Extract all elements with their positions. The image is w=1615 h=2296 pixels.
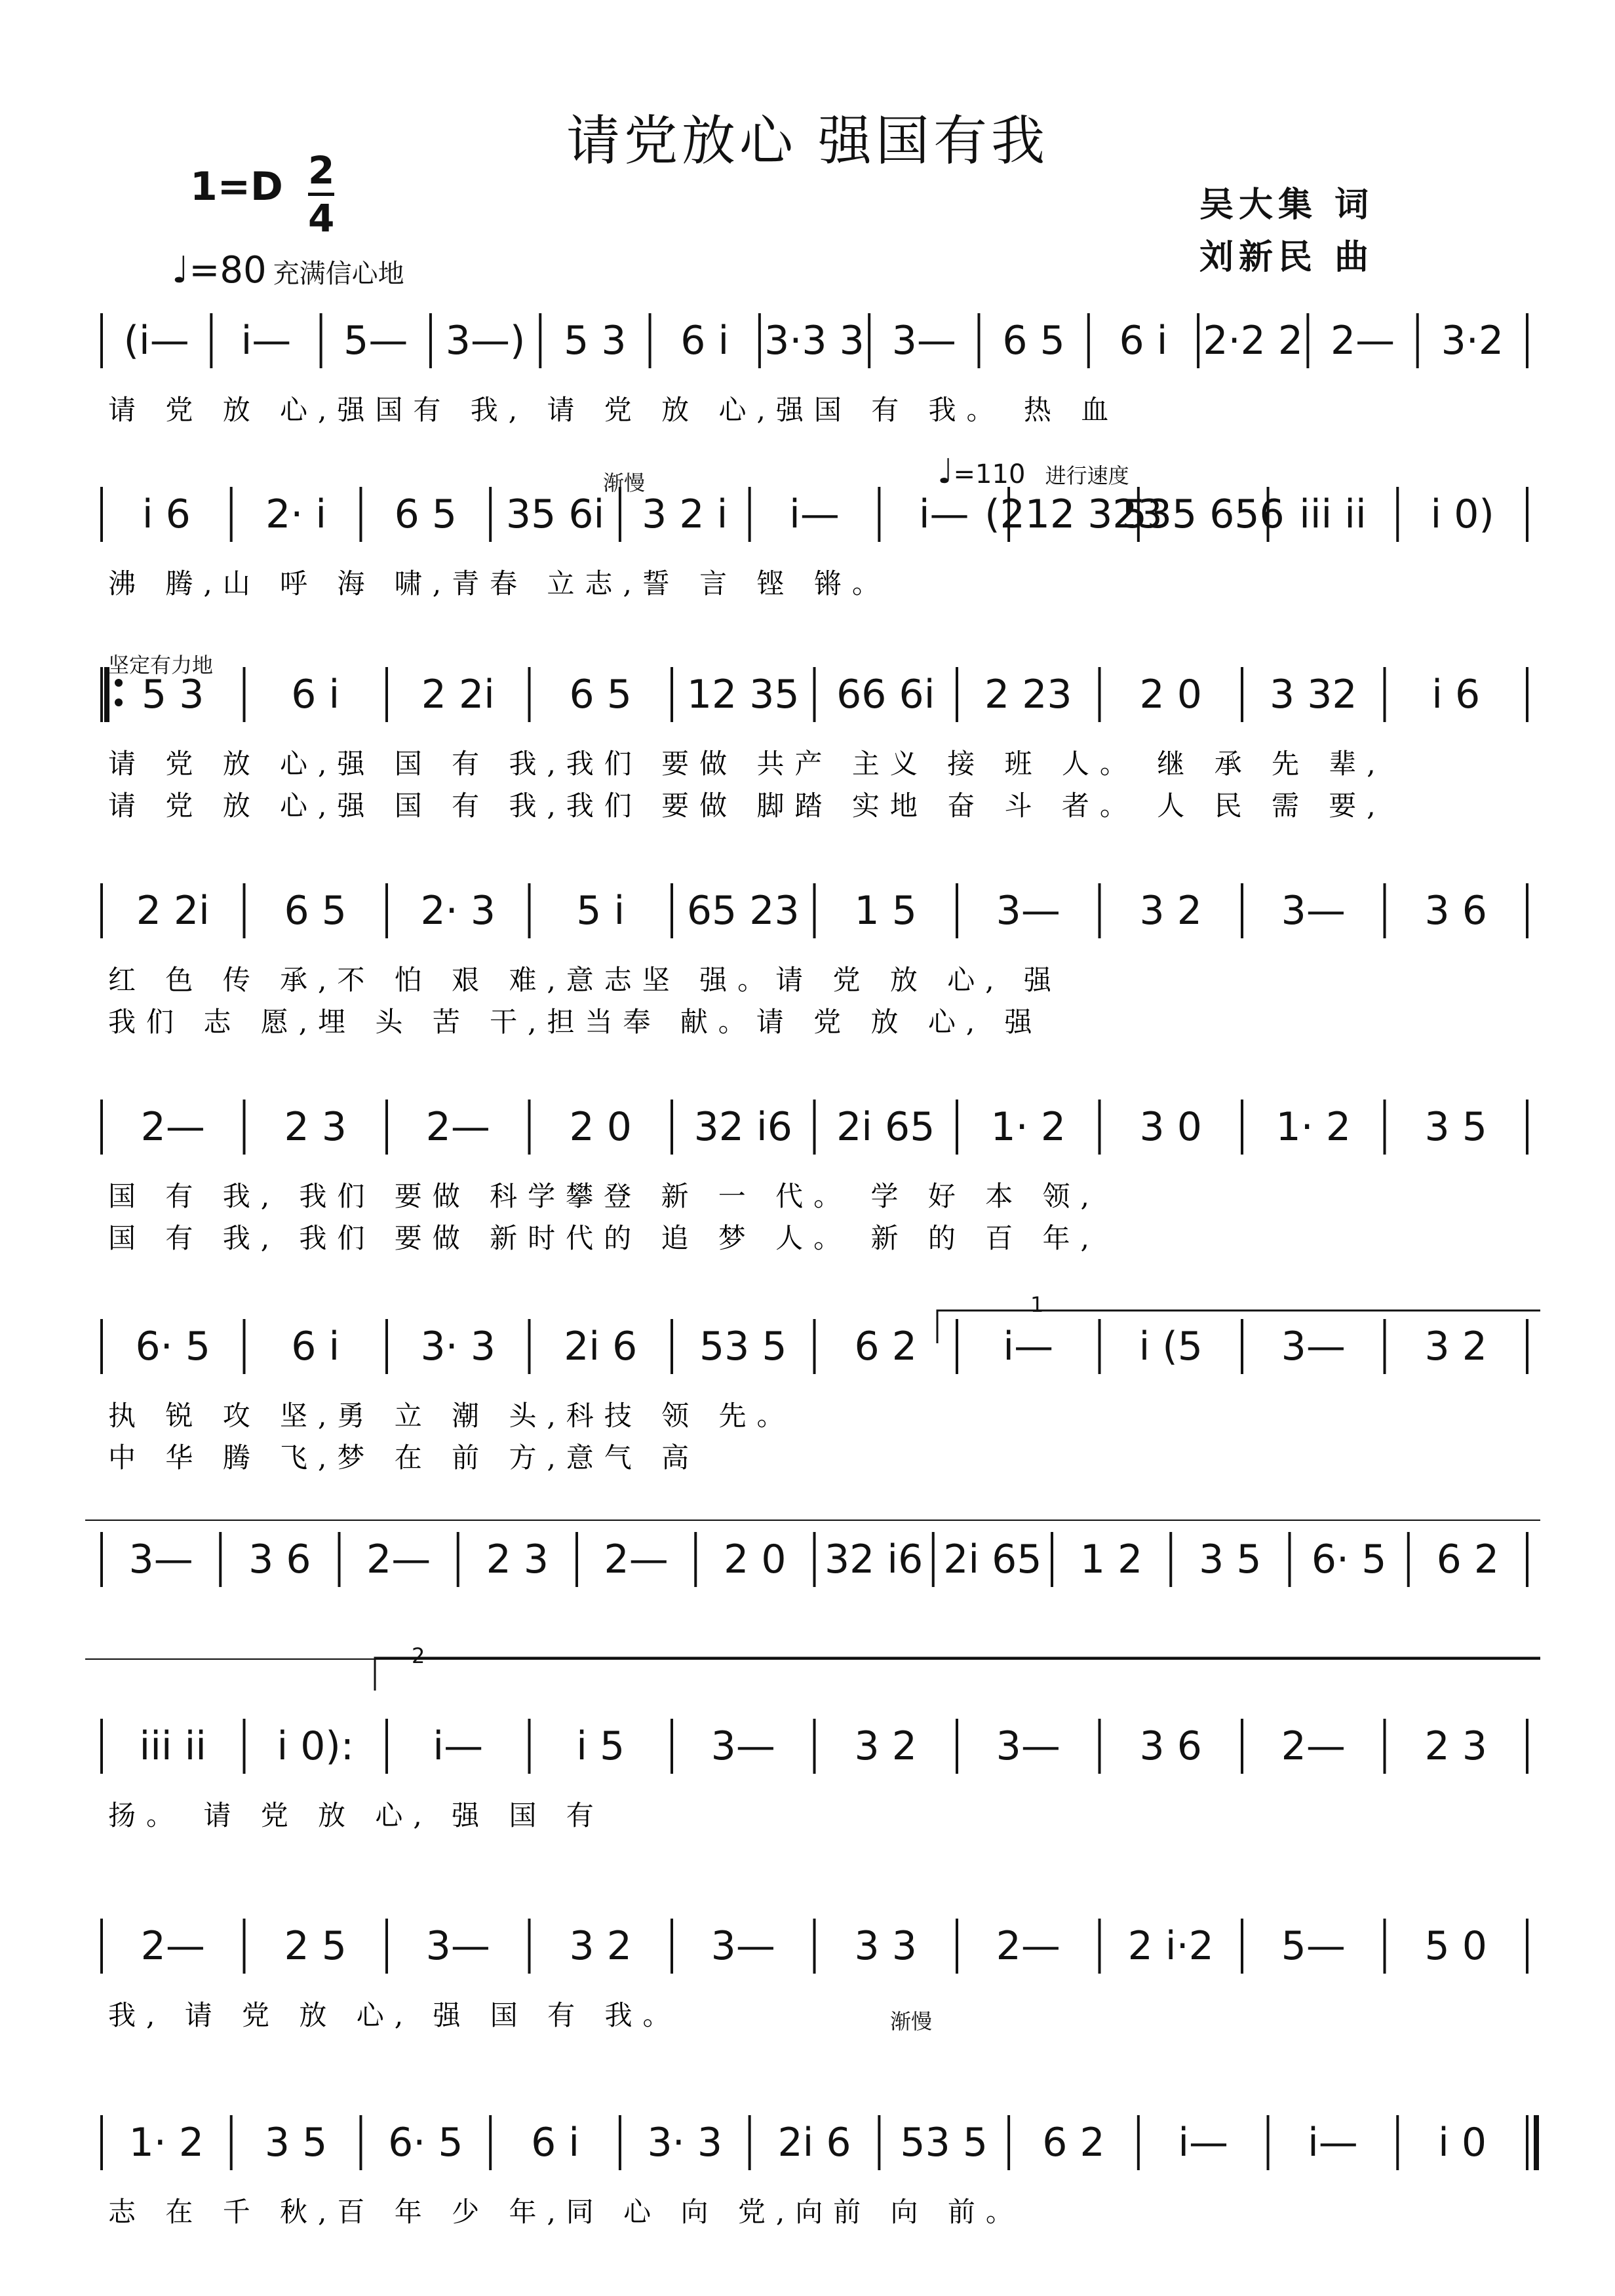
measure-notes: 3 0 (1139, 1104, 1202, 1150)
measure-notes: i— (241, 318, 292, 364)
time-signature-bottom: 4 (308, 196, 335, 240)
measure-notes: 3— (1281, 888, 1346, 934)
measure-notes: i 0): (277, 1723, 355, 1769)
measure-notes: i— (1308, 2120, 1358, 2166)
tempo-expression: 充满信心地 (273, 259, 404, 289)
measure-notes: 6· 5 (1311, 1537, 1387, 1582)
lyrics-line: 中 华 腾 飞,梦 在 前 方,意气 高 (108, 1442, 700, 1474)
measure-notes: 65 23 (686, 888, 800, 934)
slower-annotation-1: 渐慢 (603, 470, 646, 495)
measure-notes: 53 5 (900, 2120, 988, 2166)
measure-notes: 53 5 (699, 1324, 787, 1369)
key-signature: 1=D (190, 164, 283, 210)
measure-notes: 3 5 (264, 2120, 328, 2166)
measure-notes: 5 0 (1424, 1923, 1487, 1969)
measure-notes: 2 2i (136, 888, 210, 934)
measure-notes: 2— (996, 1923, 1060, 1969)
measure-notes: 1· 2 (128, 2120, 204, 2166)
measure-notes: 2 3 (486, 1537, 549, 1582)
measure-notes: 3 2 (1424, 1324, 1487, 1369)
composer-credit: 刘新民 曲 (1199, 238, 1374, 277)
time-signature-top: 2 (308, 148, 335, 193)
measure-notes: 5— (343, 318, 408, 364)
measure-notes: 35 6i (505, 491, 605, 537)
measure-notes: 3· 3 (420, 1324, 496, 1369)
measure-notes: 2 3 (1424, 1723, 1487, 1769)
tempo-value: =80 (189, 249, 267, 292)
quarter-note-icon: ♩ (172, 249, 189, 292)
measure-notes: 3 3 (854, 1923, 917, 1969)
measure-notes: 2i 6 (777, 2120, 851, 2166)
firm-annotation: 坚定有力地 (108, 653, 214, 678)
measure-notes: 1 2 (1080, 1537, 1143, 1582)
measure-notes: iii ii (139, 1723, 206, 1769)
measure-notes: 2i 6 (564, 1324, 638, 1369)
measure-notes: 5 i (576, 888, 625, 934)
measure-notes: 32 i6 (824, 1537, 924, 1582)
measure-notes: 5— (1281, 1923, 1346, 1969)
measure-notes: i 6 (142, 491, 191, 537)
lyrics-line: 沸 腾,山 呼 海 啸,青春 立志,誓 言 铿 锵。 (108, 567, 890, 600)
measure-notes: 66 6i (836, 672, 935, 718)
measure-notes: 2i 65 (943, 1537, 1042, 1582)
measure-notes: i— (433, 1723, 484, 1769)
measure-notes: 6· 5 (388, 2120, 463, 2166)
measure-notes: 2— (425, 1104, 490, 1150)
measure-notes: 3— (1281, 1324, 1346, 1369)
measure-notes: 3 2 i (642, 491, 728, 537)
measure-notes: 3— (128, 1537, 193, 1582)
measure-notes: 2 0 (569, 1104, 632, 1150)
measure-notes: 6 2 (1042, 2120, 1105, 2166)
measure-notes: 6 5 (284, 888, 347, 934)
measure-notes: 6 5 (569, 672, 632, 718)
measure-notes: 2 0 (724, 1537, 787, 1582)
lyrics-line: 扬。 请 党 放 心, 强 国 有 (108, 1799, 604, 1831)
measure-notes: 2— (604, 1537, 669, 1582)
measure-notes: 3· 3 (647, 2120, 723, 2166)
quarter-note-icon: ♩ (937, 452, 954, 491)
tempo-change-expression: 进行速度 (1045, 463, 1129, 488)
lyricist-credit: 吴大集 词 (1199, 185, 1374, 225)
measure-notes: 1· 2 (1275, 1104, 1351, 1150)
measure-notes: 6 2 (1436, 1537, 1500, 1582)
measure-notes: 2— (140, 1104, 205, 1150)
measure-notes: 3— (996, 1723, 1060, 1769)
lyrics-line: 请 党 放 心,强国有 我, 请 党 放 心,强国 有 我。 热 血 (108, 394, 1119, 426)
measure-notes: i 6 (1431, 672, 1481, 718)
measure-notes: 2 2i (421, 672, 495, 718)
measure-notes: (212 323 (984, 491, 1163, 537)
measure-notes: 5 3 (142, 672, 204, 718)
measure-notes: i— (918, 491, 969, 537)
lyrics-line: 红 色 传 承,不 怕 艰 难,意志坚 强。请 党 放 心, 强 (108, 964, 1062, 996)
lyrics-line: 请 党 放 心,强 国 有 我,我们 要做 脚踏 实地 奋 斗 者。 人 民 需 要, (108, 790, 1386, 822)
slower-annotation-2: 渐慢 (890, 2009, 933, 2034)
lyrics-line: 执 锐 攻 坚,勇 立 潮 头,科技 领 先。 (108, 1400, 795, 1432)
measure-notes: 3— (891, 318, 956, 364)
repeat-dot (115, 679, 123, 687)
measure-notes: 6 i (291, 1324, 340, 1369)
measure-notes: i (5 (1138, 1324, 1203, 1369)
tempo-change-value: =110 (953, 459, 1026, 489)
lyrics-line: 志 在 千 秋,百 年 少 年,同 心 向 党,向前 向 前。 (108, 2196, 1024, 2228)
measure-notes: 6 i (531, 2120, 580, 2166)
measure-notes: 3—) (445, 318, 526, 364)
measure-notes: 3— (710, 1923, 775, 1969)
measure-notes: 2i 65 (836, 1104, 935, 1150)
measure-notes: 6 i (680, 318, 730, 364)
measure-notes: 3 2 (1139, 888, 1202, 934)
measure-notes: 6 2 (854, 1324, 917, 1369)
measure-notes: 3— (710, 1723, 775, 1769)
measure-notes: i 0) (1430, 491, 1494, 537)
measure-notes: 535 656 (1121, 491, 1285, 537)
lyrics-line: 我, 请 党 放 心, 强 国 有 我。 (108, 1999, 681, 2031)
measure-notes: 3— (996, 888, 1060, 934)
measure-notes: 3 32 (1269, 672, 1357, 718)
measure-notes: i 5 (576, 1723, 625, 1769)
measure-notes: 2·2 2 (1203, 318, 1304, 364)
measure-notes: 2 0 (1139, 672, 1202, 718)
measure-notes: 6· 5 (135, 1324, 210, 1369)
measure-notes: 5 3 (564, 318, 627, 364)
volta-1-label: 1 (1030, 1292, 1044, 1317)
song-title: 请党放心 强国有我 (566, 110, 1049, 172)
measure-notes: 2 23 (984, 672, 1072, 718)
measure-notes: 1 5 (854, 888, 917, 934)
measure-notes: iii ii (1299, 491, 1367, 537)
measure-notes: 2— (1330, 318, 1395, 364)
measure-notes: 3 5 (1199, 1537, 1262, 1582)
measure-notes: i— (1178, 2120, 1229, 2166)
repeat-dot (115, 698, 123, 706)
measure-notes: 3·3 3 (764, 318, 865, 364)
measure-notes: 6 5 (1002, 318, 1065, 364)
measure-notes: 3 2 (854, 1723, 917, 1769)
measure-notes: 2— (140, 1923, 205, 1969)
measure-notes: 6 5 (394, 491, 457, 537)
measure-notes: 3·2 (1441, 318, 1504, 364)
measure-notes: 3— (425, 1923, 490, 1969)
measure-notes: 3 2 (569, 1923, 632, 1969)
lyrics-line: 我们 志 愿,埋 头 苦 干,担当奉 献。请 党 放 心, 强 (108, 1006, 1043, 1038)
lyrics-line: 请 党 放 心,强 国 有 我,我们 要做 共产 主义 接 班 人。 继 承 先 辈, (108, 748, 1386, 780)
measure-notes: 3 6 (1139, 1723, 1202, 1769)
measure-notes: 2 i·2 (1127, 1923, 1214, 1969)
volta-2-label: 2 (412, 1643, 425, 1668)
measure-notes: 32 i6 (693, 1104, 792, 1150)
lyrics-line: 国 有 我, 我们 要做 新时代的 追 梦 人。 新 的 百 年, (108, 1222, 1100, 1254)
volta-2-bracket (375, 1658, 1540, 1691)
measure-notes: 2· i (265, 491, 327, 537)
measure-notes: 3 6 (1424, 888, 1487, 934)
measure-notes: 6 i (291, 672, 340, 718)
lyrics-line: 国 有 我, 我们 要做 科学攀登 新 一 代。 学 好 本 领, (108, 1180, 1100, 1212)
measure-notes: i— (789, 491, 840, 537)
measure-notes: 2— (1281, 1723, 1346, 1769)
measure-notes: 2 5 (284, 1923, 347, 1969)
measure-notes: 2· 3 (420, 888, 496, 934)
measure-notes: 12 35 (686, 672, 800, 718)
measure-notes: 2 3 (284, 1104, 347, 1150)
measure-notes: 1· 2 (990, 1104, 1066, 1150)
measure-notes: i 0 (1438, 2120, 1487, 2166)
measure-notes: 6 i (1119, 318, 1168, 364)
measure-notes: (i— (123, 318, 189, 364)
measure-notes: 2— (366, 1537, 431, 1582)
measure-notes: 3 6 (248, 1537, 311, 1582)
measure-notes: i— (1003, 1324, 1054, 1369)
measure-notes: 3 5 (1424, 1104, 1487, 1150)
